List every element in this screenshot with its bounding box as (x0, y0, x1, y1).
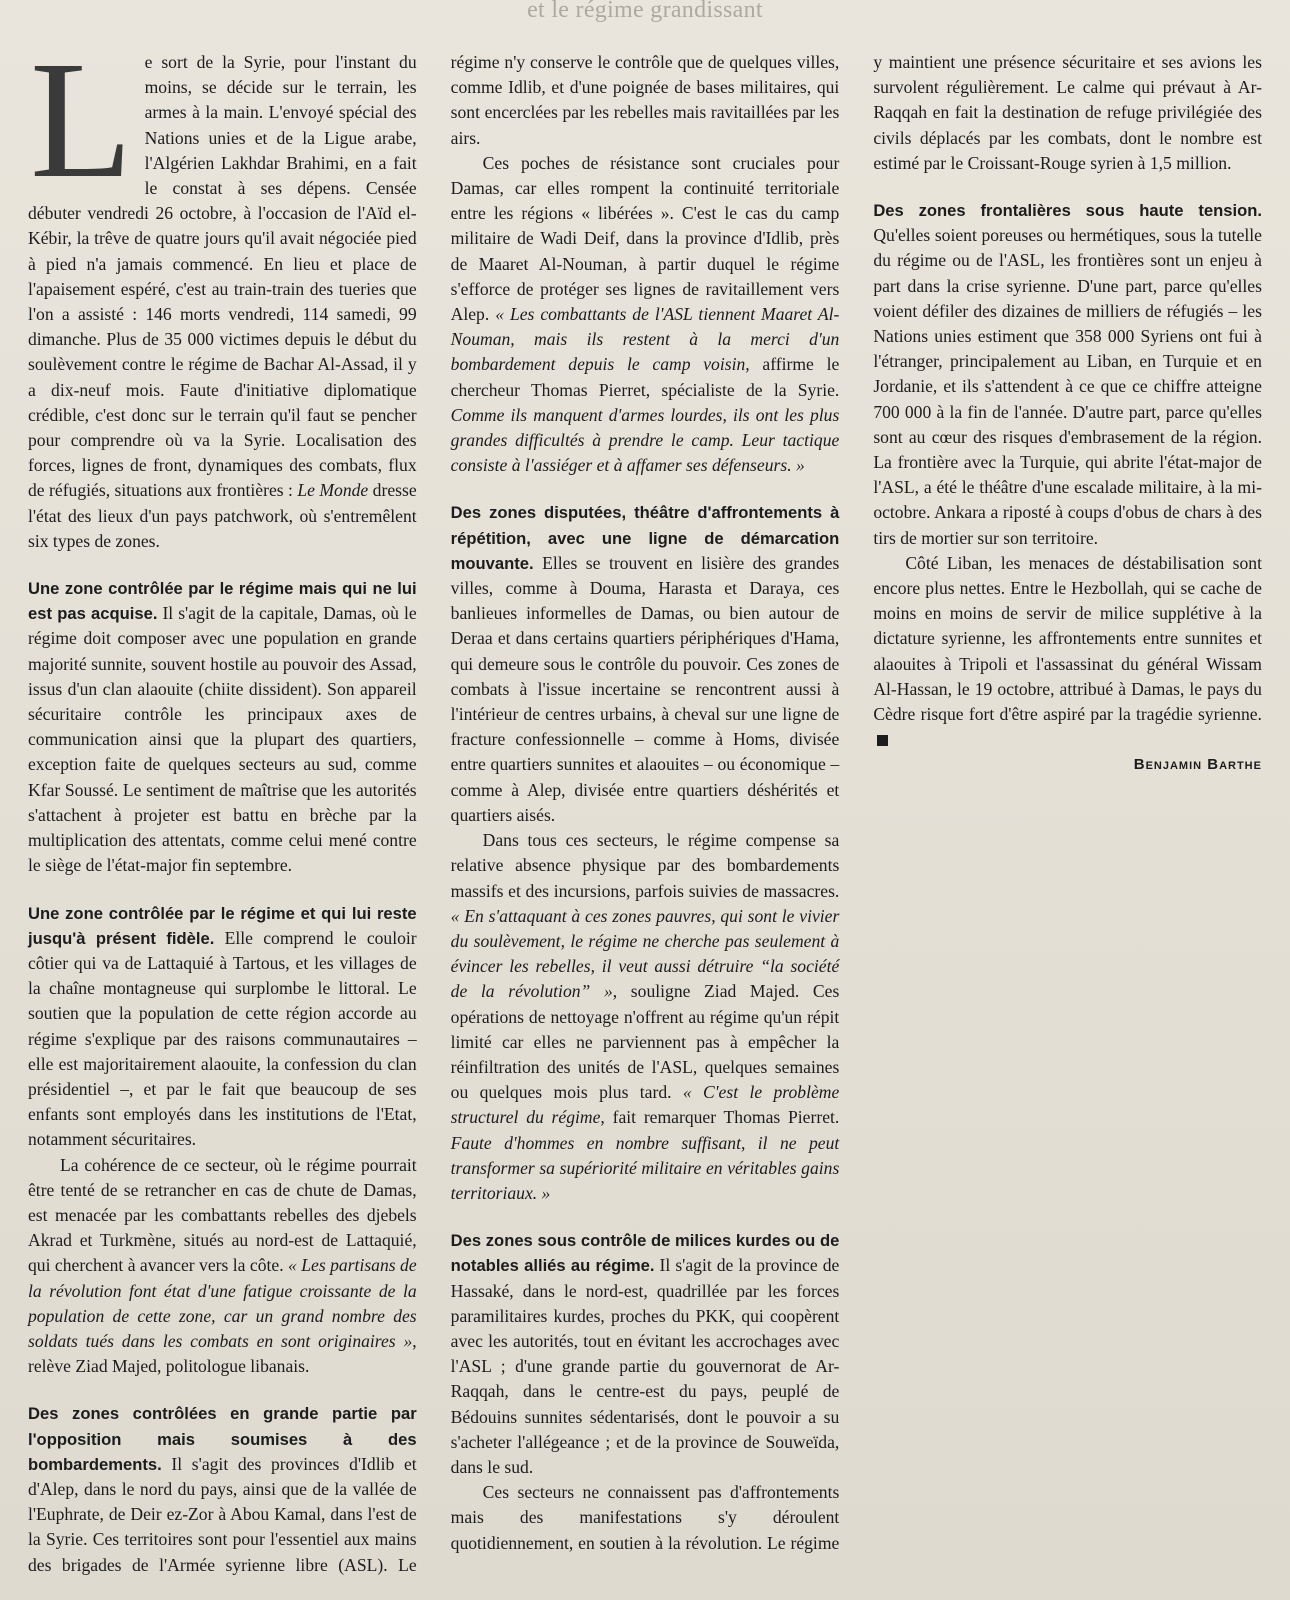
section-6-paragraph-2: Côté Liban, les menaces de déstabilisation sont encore plus nettes. Entre le Hezbollah, qui se cache de moins en moins de servir de milice supplétive à la dictature syrienne, les affrontements entre sunnites et alaouites à Tripoli et l'assassinat du général Wissam Al-Hassan, le 19 octobre, attribué à Damas, le pays du Cèdre risque fort d'être aspiré par la tragédie syrienne. (873, 551, 1262, 753)
header-bleed: et le régime grandissant (527, 0, 763, 23)
section-4-heading: Des zones disputées, théâtre d'affrontements à répétition, avec une ligne de démarcation mouvante. (450, 503, 840, 573)
section-3-paragraph-2: Ces poches de résistance sont cruciales pour Damas, car elles rompent la continuité territoriale entre les régions « libérées ». C'est le cas du camp militaire de Wadi Deif, dans la province d'Idlib, près de Maaret Al-Nouman, à partir duquel le régime s'efforce de protéger ses lignes de ravitaillement vers Alep. « Les combattants de l'ASL tiennent Maaret Al-Nouman, mais ils restent à la merci d'un bombardement depuis le camp voisin, affirme le chercheur Thomas Pierret, spécialiste de la Syrie. Comme ils manquent d'armes lourdes, ils ont les plus grandes difficultés à prendre le camp. Leur tactique consiste à l'assiéger et à affamer ses défenseurs. » (450, 152, 840, 476)
section-2-paragraph-2: La cohérence de ce secteur, où le régime pourrait être tenté de se retrancher en cas de chute de Damas, est menacée par les combattants rebelles des djebels Akrad et Turkmène, situés au nord-est de Lattaquié, qui cherchent à avancer vers la côte. « Les partisans de la révolution font état d'une fatigue croissante de la population de cette zone, car un grand nombre des soldats tués dans les combats en sont originaires », relève Ziad Majed, politologue libanais. (28, 1154, 417, 1377)
section-1-heading: Une zone contrôlée par le régime mais qui ne lui est pas acquise. (28, 579, 417, 624)
section-3-heading: Des zones contrôlées en grande partie par l'opposition mais soumises à des bombardements. (28, 1404, 417, 1474)
section-2-heading: Une zone contrôlée par le régime et qui lui reste jusqu'à présent fidèle. (28, 903, 417, 948)
end-mark-icon (877, 735, 888, 746)
section-5: Des zones sous contrôle de milices kurdes ou de notables alliés au régime. Il s'agit de la province de Hassaké, dans le nord-est, quadrillée par les forces paramilitaires kurdes, proches du PKK, qui coopèrent avec les autorités, tout en évitant les accrochages avec l'ASL ; d'une grande partie du gouvernorat de Ar-Raqqah, dans le centre-est du pays, peuplé de Bédouins sunnites sédentarisés, dont le pouvoir a su s'acheter l'allégeance ; et de la province de Souweïda, dans le sud. (450, 1231, 840, 1477)
section-2: Une zone contrôlée par le régime et qui lui reste jusqu'à présent fidèle. Elle comprend le couloir côtier qui va de Lattaquié à Tartous, et les villages de la chaîne montagneuse qui surplombe le littoral. Le soutien que la population de cette région accorde au régime s'explique par des raisons communautaires – elle est majoritairement alaouite, la confession du clan présidentiel –, et par le fait que beaucoup de ses enfants sont employés dans les institutions de l'Etat, notamment sécuritaires. (28, 903, 417, 1150)
section-3: Des zones contrôlées en grande partie par l'opposition mais soumises à des bombardements. Il s'agit des provinces d'Idlib et d'Alep, dans le nord du pays, ainsi que de la vallée de l'Euphrate, de Deir ez-Zor à Abou Kamal, dans l'est de la Syrie. Ces territoires sont pour l'essentiel aux mains des brigades de l'Armée syrienne libre (ASL). Le régime n'y conserve le contrôle que de quelques villes, comme Idlib, et d'une poignée de bases militaires, qui sont encerclées par les rebelles mais ravitaillées par les airs. (28, 52, 840, 1575)
section-5-paragraph-2: Ces secteurs ne connaissent pas d'affrontements mais des manifestations s'y déroulent quotidiennement, en soutien à la révolution. Le régime y maintient une présence sécuritaire et ses avions les survolent régulièrement. Le calme qui prévaut à Ar-Raqqah en fait la destination de refuge privilégiée des civils déplacés par les combats, dont le nombre est estimé par le Croissant-Rouge syrien à 1,5 million. (450, 52, 1262, 1553)
article-body (28, 27, 1262, 1580)
section-4: Des zones disputées, théâtre d'affrontements à répétition, avec une ligne de démarcation mouvante. Elles se trouvent en lisière des grandes villes, comme à Douma, Harasta et Daraya, ces banlieues informelles de Damas, ou bien autour de Deraa et dans certains quartiers périphériques d'Hama, qui demeure sous le contrôle du pouvoir. Ces zones de combats à l'issue incertaine se rencontrent aussi à l'intérieur de centres urbains, à cheval sur une ligne de fracture confessionnelle – comme à Homs, divisée entre quartiers sunnites et alaouites – ou économique – comme à Alep, divisée entre quartiers déshérités et quartiers aisés. (450, 503, 840, 825)
le-monde: Le Monde (297, 480, 369, 501)
section-6-heading: Des zones frontalières sous haute tension. (873, 201, 1262, 221)
section-5-heading: Des zones sous contrôle de milices kurdes ou de notables alliés au régime. (450, 1231, 840, 1276)
section-1: Une zone contrôlée par le régime mais qui ne lui est pas acquise. Il s'agit de la capitale, Damas, où le régime doit composer avec une population en grande majorité sunnite, souvent hostile au pouvoir des Assad, issus d'un clan alaouite (chiite dissident). Son appareil sécuritaire contrôle les principaux axes de communication ainsi que la plupart des quartiers, exception faite de quelques secteurs au sud, comme Kfar Soussé. Le sentiment de maîtrise que les autorités s'attachent à projeter est battu en brèche par la multiplication des attentats, comme celui mené contre le siège de l'état-major fin septembre. (28, 579, 417, 876)
intro-paragraph: L e sort de la Syrie, pour l'instant du moins, se décide sur le terrain, les armes à la main. L'envoyé spécial des Nations unies et de la Ligue arabe, l'Algérien Lakhdar Brahimi, en a fait le constat à ses dépens. Censée débuter vendredi 26 octobre, à l'occasion de l'Aïd el-Kébir, la trêve de quatre jours qu'il avait négociée pied à pied n'a jamais commencé. En lieu et place de l'apaisement espéré, c'est au train-train des tueries que l'on a assisté : 146 morts vendredi, 114 samedi, 99 dimanche. Plus de 35 000 victimes depuis le début du soulèvement contre le régime de Bachar Al-Assad, il y a dix-neuf mois. Faute d'initiative diplomatique crédible, c'est donc sur le terrain qu'il faut se pencher pour comprendre où va la Syrie. Localisation des forces, lignes de front, dynamiques des combats, flux de réfugiés, situations aux frontières : Le Monde dresse l'état des lieux d'un pays patchwork, où s'entremêlent six types de zones. (28, 27, 417, 551)
section-6: Des zones frontalières sous haute tension. Qu'elles soient poreuses ou hermétiques, sous la tutelle du régime ou de l'ASL, les frontières sont un enjeu à part dans la crise syrienne. D'une part, parce qu'elles voient défiler des dizaines de milliers de réfugiés – les Nations unies estiment que 358 000 Syriens ont fui à l'étranger, principalement au Liban, en Turquie et en Jordanie, et ils s'attendent à ce que ce chiffre atteigne 700 000 à la fin de l'année. D'autre part, parce qu'elles sont au cœur des risques d'embrasement de la région. La frontière avec la Turquie, qui abrite l'état-major de l'ASL, a été le théâtre d'une escalade militaire, à la mi-octobre. Ankara a riposté à coups d'obus de chars à des tirs de mortier sur son territoire. (873, 201, 1262, 548)
section-4-paragraph-2: Dans tous ces secteurs, le régime compense sa relative absence physique par des bombardements massifs et des incursions, parfois suivies de massacres. « En s'attaquant à ces zones pauvres, qui sont le vivier du soulèvement, le régime ne cherche pas seulement à évincer les rebelles, il veut aussi détruire “la société de la révolution” », souligne Ziad Majed. Ces opérations de nettoyage n'offrent au régime qu'un répit limité car elles ne parviennent pas à empêcher la réinfiltration des unités de l'ASL, quelques semaines ou quelques mois plus tard. « C'est le problème structurel du régime, fait remarquer Thomas Pierret. Faute d'hommes en nombre suffisant, il ne peut transformer sa supériorité militaire en véritables gains territoriaux. » (450, 830, 840, 1203)
byline: Benjamin Barthe (1133, 756, 1262, 774)
